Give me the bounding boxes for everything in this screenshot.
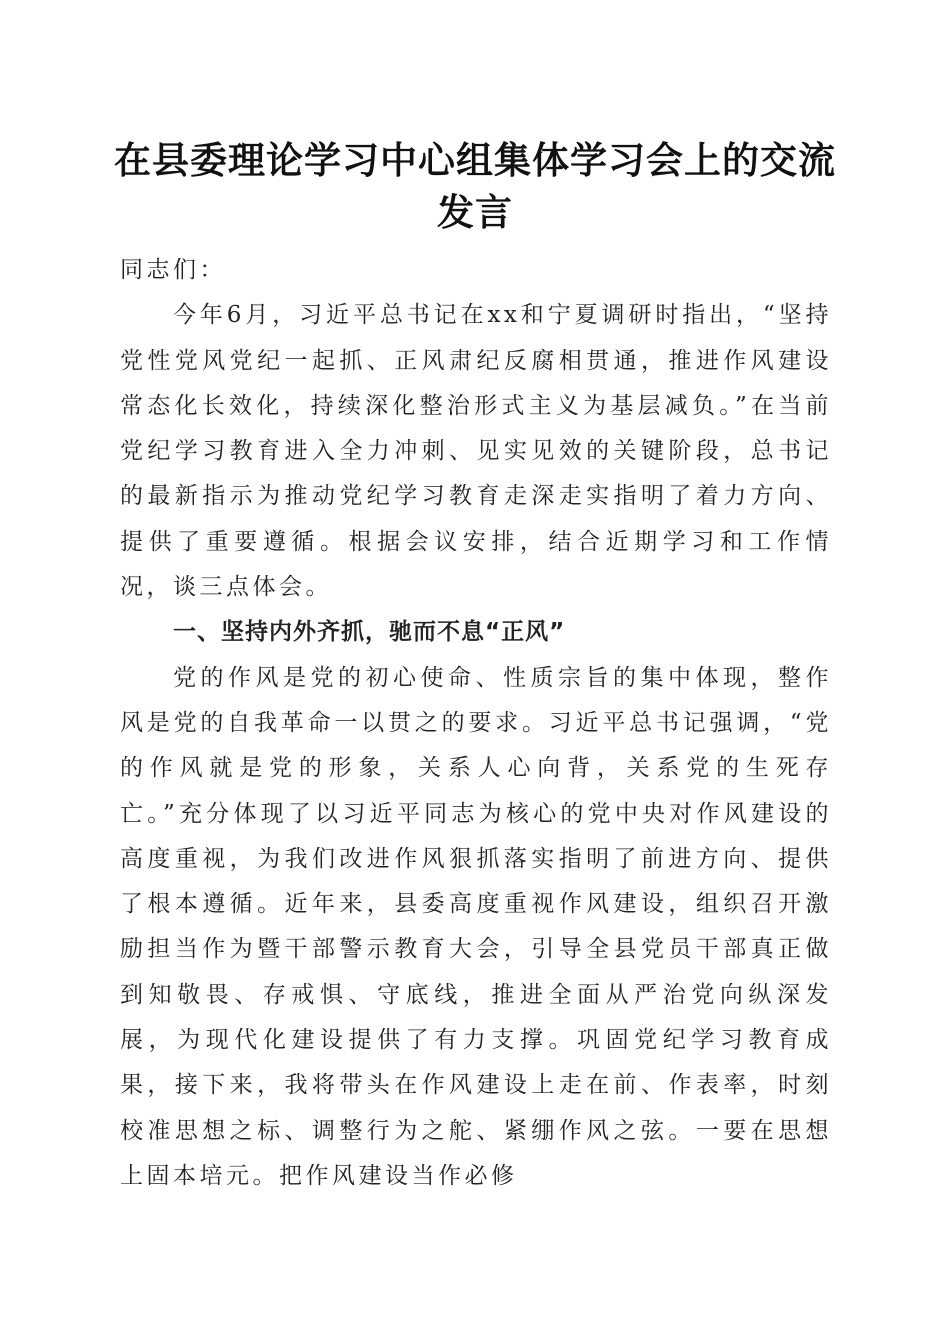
document-body: [120, 248, 832, 1199]
intro-paragraph: 今年6月，习近平总书记在xx和宁夏调研时指出，“坚持党性党风党纪一起抓、正风肃纪反腐相贯通，推进作风建设常态化长效化，持续深化整治形式主义为基层减负。”在当前党纪学习教育进入全力冲刺、见实见效的关键阶段，总书记的最新指示为推动党纪学习教育走深走实指明了着力方向、提供了重要遵循。根据会议安排，结合近期学习和工作情况，谈三点体会。: [120, 302, 832, 601]
document-title: 在县委理论学习中心组集体学习会上的交流发言: [114, 138, 836, 234]
salutation: 同志们：: [120, 257, 226, 283]
section-paragraph: 党的作风是党的初心使命、性质宗旨的集中体现，整作风是党的自我革命一以贯之的要求。习近平总书记强调，“党的作风就是党的形象，关系人心向背，关系党的生死存亡。”充分体现了以习近平同志为核心的党中央对作风建设的高度重视，为我们改进作风狠抓落实指明了前进方向、提供了根本遵循。近年来，县委高度重视作风建设，组织召开激励担当作为暨干部警示教育大会，引导全县党员干部真正做到知敬畏、存戒惧、守底线，推进全面从严治党向纵深发展，为现代化建设提供了有力支撑。巩固党纪学习教育成果，接下来，我将带头在作风建设上走在前、作表率，时刻校准思想之标、调整行为之舵、紧绷作风之弦。一要在思想上固本培元。把作风建设当作必修: [120, 664, 832, 1189]
section-heading: 一、坚持内外齐抓，驰而不息“正风”: [173, 619, 566, 646]
